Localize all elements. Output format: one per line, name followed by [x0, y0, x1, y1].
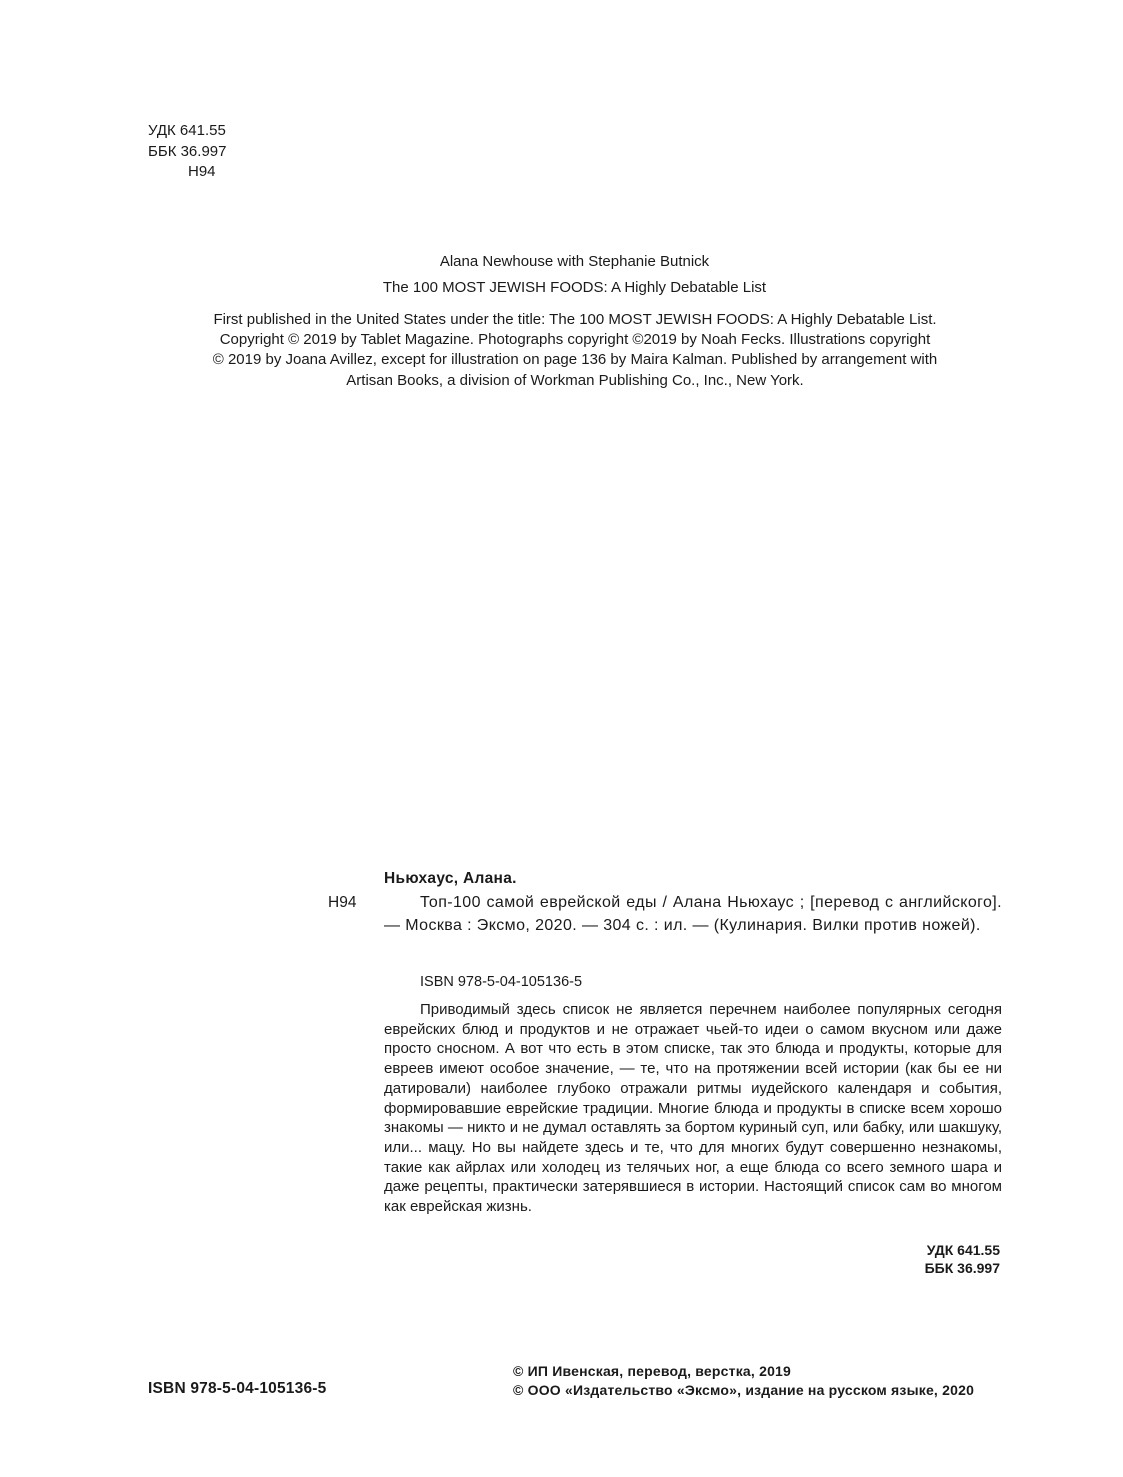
author-sign: Н94 — [188, 163, 216, 180]
catalog-bbk: ББК 36.997 — [924, 1260, 1000, 1276]
catalog-isbn: ISBN 978-5-04-105136-5 — [420, 974, 583, 990]
catalog-udk: УДК 641.55 — [926, 1242, 1000, 1258]
catalog-author-heading: Ньюхаус, Алана. — [384, 870, 517, 887]
udk-code: УДК 641.55 — [148, 122, 226, 139]
copyright-line: First published in the United States under the title: The 100 MOST JEWISH FOODS: A Highly Debatable List. — [213, 311, 937, 328]
bbk-code: ББК 36.997 — [148, 142, 227, 160]
catalog-classification — [900, 1241, 1000, 1277]
copyright-line: © 2019 by Joana Avillez, except for illustration on page 136 by Maira Kalman. Published by arrangement with — [212, 351, 938, 369]
catalog-author-sign: Н94 — [328, 894, 357, 911]
catalog-annotation: Приводимый здесь список не является перечнем наиболее популярных сегодня еврейских блюд и продуктов и не отражает чьей-то идеи о самом вкусном или даже просто сносном. А вот что есть в этом списке, так это блюда и продукты, которые для евреев имеют особое значение, — те, что на протяжении всей истории (как бы ее ни датировали) наиболее глубоко отражали ритмы иудейского календаря и события, формировавшие еврейские традиции. Многие блюда и продукты в списке всем хорошо знакомы — никто и не думал оставлять за бортом куриный суп, или бабку, или шакшуку, или... мацу. Но вы найдете здесь и те, что для многих будут совершенно незнакомы, такие как айрлах или холодец из телячьих ног, а еще блюда со всего земного шара и даже рецепты, практически затерявшиеся в истории. Настоящий список сам во многом как еврейская жизнь. — [384, 1001, 1002, 1216]
copyright-line: Artisan Books, a division of Workman Publishing Co., Inc., New York. — [346, 371, 804, 389]
copyright-line: Copyright © 2019 by Tablet Magazine. Photographs copyright ©2019 by Noah Fecks. Illustrations copyright — [219, 331, 931, 349]
rights-translation: © ИП Ивенская, перевод, верстка, 2019 — [513, 1363, 792, 1379]
rights-notice — [513, 1362, 974, 1399]
book-isbn: ISBN 978-5-04-105136-5 — [148, 1380, 327, 1397]
classification-block — [148, 121, 226, 183]
copyright-notice — [160, 310, 990, 391]
rights-publisher: © ООО «Издательство «Эксмо», издание на русском языке, 2020 — [513, 1381, 975, 1398]
original-author: Alana Newhouse with Stephanie Butnick — [439, 253, 710, 270]
original-title: The 100 MOST JEWISH FOODS: A Highly Debatable List — [382, 279, 767, 296]
catalog-bibliographic-description: Топ-100 самой еврейской еды / Алана Ньюхаус ; [перевод с английского]. — Москва : Эксмо, 2020. — 304 с. : ил. — (Кулинария. Вилки против ножей). — [384, 894, 1002, 934]
